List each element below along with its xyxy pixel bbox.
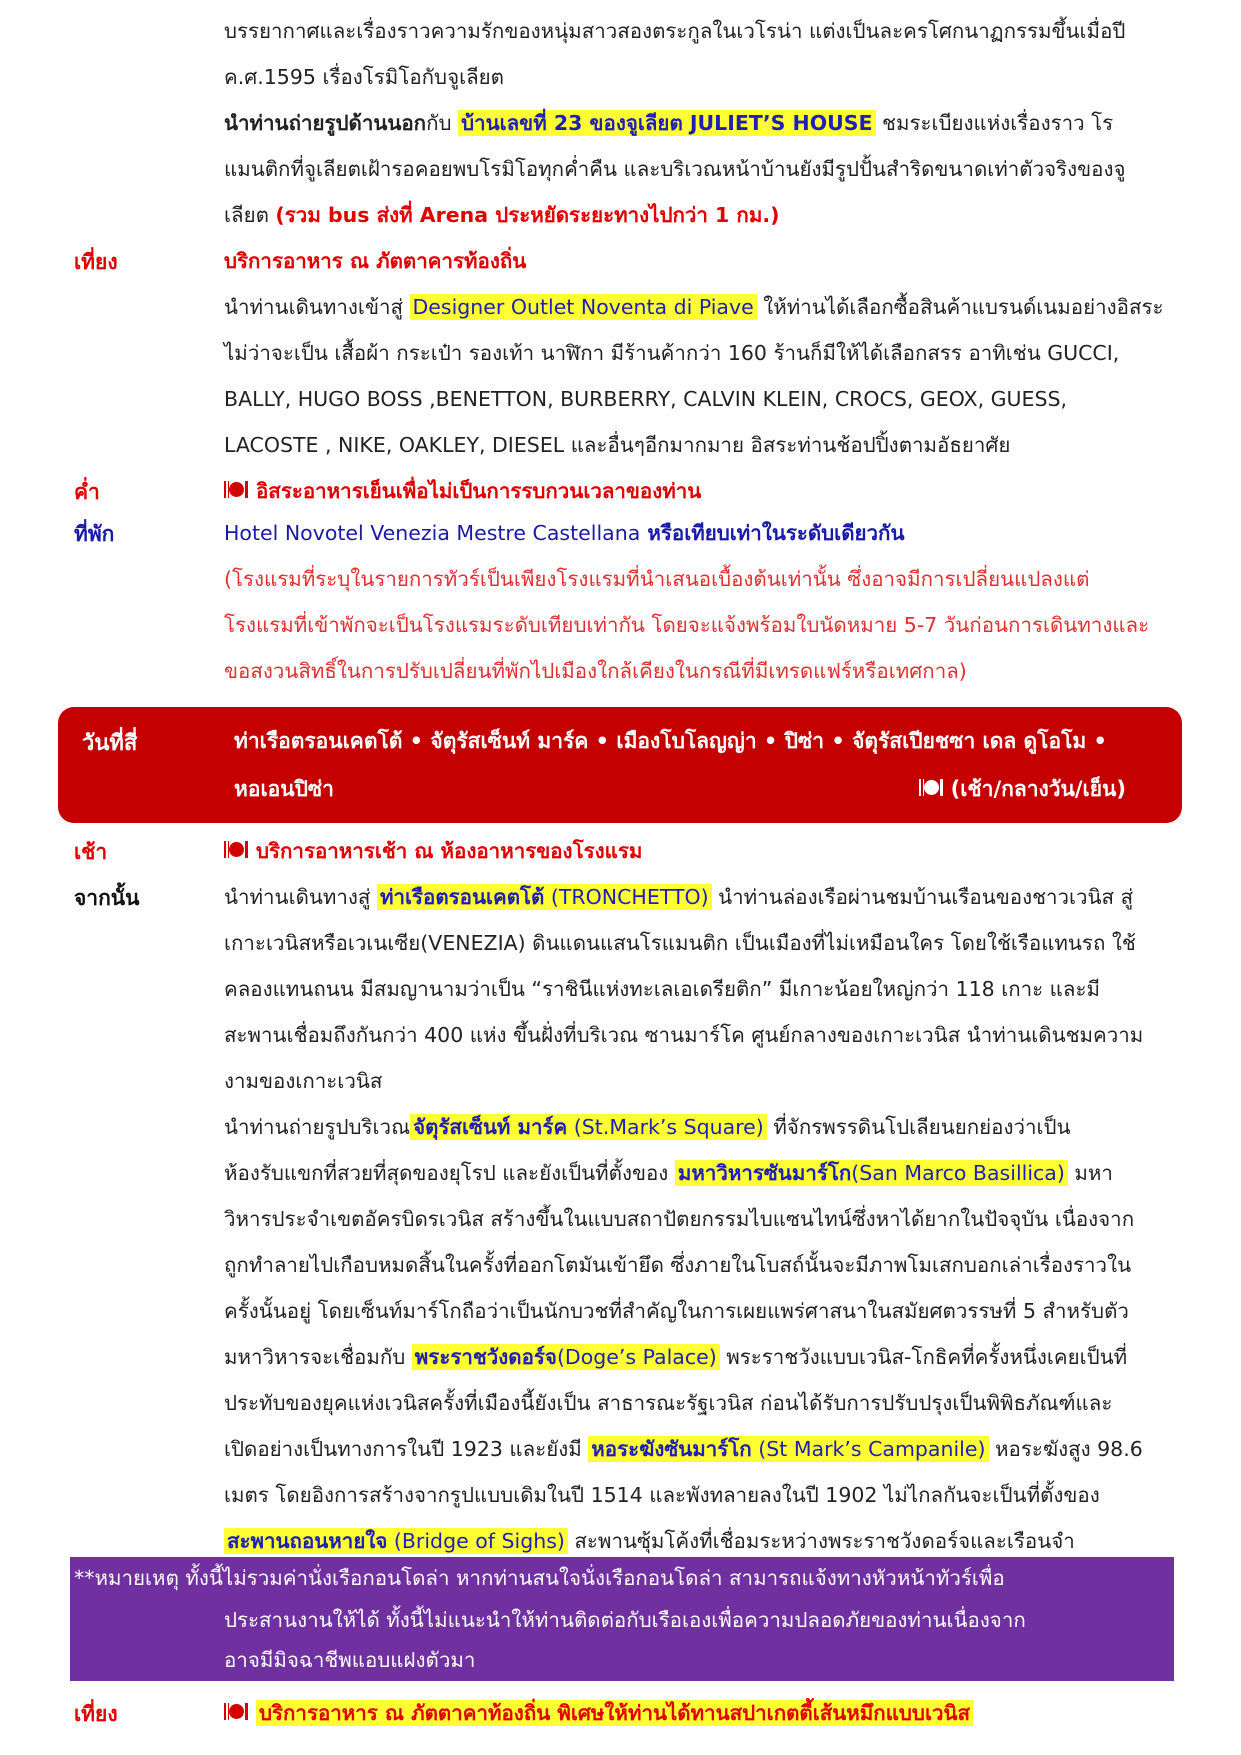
hotel-note-2: โรงแรมที่เข้าพักจะเป็นโรงแรมระดับเทียบเท่ากัน โดยจะแจ้งพร้อมใบนัดหมาย 5-7 วันก่อนการเดินทางและ	[224, 613, 1150, 637]
day-four-meals-text: (เช้า/กลางวัน/เย็น)	[950, 777, 1126, 801]
campanile-post: หอระฆังสูง 98.6	[988, 1437, 1143, 1461]
venice-line-2: เกาะเวนิสหรือเวเนเซีย(VENEZIA) ดินแดนแสนโรแมนติก เป็นเมืองที่ไม่เหมือนใคร โดยใช้เรือแทนรถ ใช้	[224, 931, 1136, 955]
hotel-note-1: (โรงแรมที่ระบุในรายการทัวร์เป็นเพียงโรงแรมที่นำเสนอเบื้องต้นเท่านั้น ซึ่งอาจมีการเปลี่ยนแปลงแต่	[224, 567, 1090, 591]
hotel-label: ที่พัก	[74, 522, 115, 546]
gondola-note-box	[70, 1557, 1174, 1681]
breakfast-line	[224, 828, 642, 874]
doge-en: (Doge’s Palace)	[556, 1345, 717, 1369]
outlet-pre: นำท่านเดินทางเข้าสู่	[224, 295, 410, 319]
juliet-line-1	[224, 100, 1113, 146]
intro-line-2: ค.ศ.1595 เรื่องโรมิโอกับจูเลียต	[224, 65, 504, 89]
outlet-line-1	[224, 284, 1164, 330]
hotel-name: Hotel Novotel Venezia Mestre Castellana	[224, 521, 641, 545]
lunch-title: บริการอาหาร ณ ภัตตาคารท้องถิ่น	[224, 249, 527, 273]
basilica-en: (San Marco Basillica)	[851, 1161, 1065, 1185]
hotel-note-3: ขอสงวนสิทธิ์ในการปรับเปลี่ยนที่พักไปเมืองใกล้เคียงในกรณีที่มีเทรดแฟร์หรือเทศกาล)	[224, 659, 967, 683]
stmark-line-1	[224, 1104, 1071, 1150]
day-four-route-2: หอเอนปิซ่า	[234, 777, 334, 801]
breakfast-label: เช้า	[74, 840, 108, 864]
juliet-lead: นำท่านถ่ายรูปด้านนอก	[224, 111, 427, 135]
juliet-bus-note: (รวม bus ส่งที่ Arena ประหยัดระยะทางไปกว่า 1 กม.)	[275, 203, 780, 227]
basilica-pre: ห้องรับแขกที่สวยที่สุดของยุโรป และยังเป็นที่ตั้งของ	[224, 1161, 675, 1185]
doge-post: พระราชวังแบบเวนิส-โกธิคที่ครั้งหนึ่งเคยเป็นที่	[719, 1345, 1128, 1369]
juliet-line-2: แมนติกที่จูเลียตเฝ้ารอคอยพบโรมิโอทุกค่ำคืน และบริเวณหน้าบ้านยังมีรูปปั้นสำริดขนาดเท่าตัวจริงของจู	[224, 157, 1126, 181]
lunch2-text: บริการอาหาร ณ ภัตตาคาท้องถิ่น พิเศษให้ท่านได้ทานสปาเกตตี้เส้นหมึกแบบเวนิส	[256, 1700, 973, 1726]
stmark-pre: นำท่านถ่ายรูปบริเวณ	[224, 1115, 411, 1139]
lunch2-dining-icon	[224, 1701, 250, 1723]
intro-line-1: บรรยากาศและเรื่องราวความรักของหนุ่มสาวสองตระกูลในเวโรน่า แต่งเป็นละครโศกนาฏกรรมขึ้นเมื่อปี	[224, 19, 1126, 43]
campanile-thai: หอระฆังซันมาร์โก	[591, 1437, 752, 1461]
outlet-line-4: LACOSTE , NIKE, OAKLEY, DIESEL และอื่นๆอีกมากมาย อิสระท่านช้อปปิ้งตามอัธยาศัย	[224, 433, 1011, 457]
basilica-highlight	[675, 1160, 1068, 1186]
doge-highlight	[412, 1344, 720, 1370]
venice-line-3: คลองแทนถนน มีสมญานามว่าเป็น “ราชินีแห่งทะเลเอเดรียติก” มีเกาะน้อยใหญ่กว่า 118 เกาะ และมี	[224, 977, 1100, 1001]
stmark-post: ที่จักรพรรดินโปเลียนยกย่องว่าเป็น	[766, 1115, 1071, 1139]
breakfast-text: บริการอาหารเช้า ณ ห้องอาหารของโรงแรม	[256, 839, 643, 863]
day-four-banner	[58, 707, 1182, 823]
stmark-thai: จัตุรัสเซ็นท์ มาร์ค	[413, 1115, 568, 1139]
juliet-connector: กับ	[426, 111, 452, 135]
campanile-en: (St Mark’s Campanile)	[751, 1437, 986, 1461]
lunch2-line	[224, 1690, 973, 1736]
venice-line-5: งามของเกาะเวนิส	[224, 1069, 383, 1093]
stmark-line-5: ครั้งนั้นอยู่ โดยเซ็นท์มาร์โกถือว่าเป็นนักบวชที่สำคัญในการเผยแพร่ศาสนาในสมัยศตวรรษที่ 5 สำหรับตัว	[224, 1299, 1129, 1323]
stmark-line-4: ถูกทำลายไปเกือบหมดสิ้นในครั้งที่ออกโตมันเข้ายึด ซึ่งภายในโบสถ์นั้นจะมีภาพโมเสกบอกเล่าเรื่องราวใน	[224, 1253, 1132, 1277]
dinner-line	[224, 468, 701, 514]
hotel-suffix: หรือเทียบเท่าในระดับเดียวกัน	[640, 521, 905, 545]
sighs-post: สะพานซุ้มโค้งที่เชื่อมระหว่างพระราชวังดอร์จและเรือนจำ	[567, 1529, 1075, 1553]
tronchetto-thai: ท่าเรือตรอนเคตโต้	[379, 885, 545, 909]
venice-line-1	[224, 874, 1133, 920]
doge-pre: มหาวิหารจะเชื่อมกับ	[224, 1345, 412, 1369]
day-four-route-1: ท่าเรือตรอนเคตโต้ • จัตุรัสเซ็นท์ มาร์ค • เมืองโบโลญญ่า • ปิซ่า • จัตุรัสเปียชซา เดล ดูโอโม •	[234, 729, 1107, 753]
stmark-line-2	[224, 1150, 1113, 1196]
hotel-line	[224, 510, 904, 556]
stmark-line-9: เมตร โดยอิงการสร้างจากรูปแบบเดิมในปี 1514 และพังทลายลงในปี 1902 ไม่ไกลกันจะเป็นที่ตั้งของ	[224, 1483, 1100, 1507]
venice-line-4: สะพานเชื่อมถึงกันกว่า 400 แห่ง ขึ้นฝั่งที่บริเวณ ซานมาร์โค ศูนย์กลางของเกาะเวนิส นำท่านเดินชมความ	[224, 1023, 1144, 1047]
basilica-thai: มหาวิหารซันมาร์โก	[677, 1161, 852, 1185]
campanile-pre: เปิดอย่างเป็นทางการในปี 1923 และยังมี	[224, 1437, 589, 1461]
sighs-en: (Bridge of Sighs)	[387, 1529, 565, 1553]
stmark-en: (St.Mark’s Square)	[567, 1115, 764, 1139]
outlet-line-2: ไม่ว่าจะเป็น เสื้อผ้า กระเป๋า รองเท้า นาฬิกา มีร้านค้ากว่า 160 ร้านก็มีให้ได้เลือกสรร อาทิเช่น GUCCI,	[224, 341, 1120, 365]
juliet-house-highlight: บ้านเลขที่ 23 ของจูเลียต JULIET’S HOUSE	[458, 110, 875, 136]
venice-pre: นำท่านเดินทางสู่	[224, 885, 377, 909]
campanile-highlight	[588, 1436, 988, 1462]
outlet-highlight: Designer Outlet Noventa di Piave	[410, 294, 757, 320]
gondola-note-2: ประสานงานให้ได้ ทั้งนี้ไม่แนะนำให้ท่านติดต่อกับเรือเองเพื่อความปลอดภัยของท่านเนื่องจาก	[224, 1608, 1026, 1632]
meals-dining-icon	[919, 777, 945, 799]
dinner-text: อิสระอาหารเย็นเพื่อไม่เป็นการรบกวนเวลาของท่าน	[256, 479, 702, 503]
juliet-after: ชมระเบียงแห่งเรื่องราว โร	[875, 111, 1114, 135]
tronchetto-highlight	[377, 884, 712, 910]
day-four-label: วันที่สี่	[82, 731, 138, 756]
sighs-thai: สะพานถอนหายใจ	[227, 1529, 388, 1553]
dining-icon	[224, 479, 250, 501]
stmark-line-8	[224, 1426, 1143, 1472]
lunch-label: เที่ยง	[74, 250, 118, 274]
stmark-line-3: วิหารประจำเขตอัครบิดรเวนิส สร้างขึ้นในแบบสถาปัตยกรรมไบแซนไทน์ซึ่งหาได้ยากในปัจจุบัน เนื่องจาก	[224, 1207, 1135, 1231]
juliet-line-3	[224, 192, 780, 238]
outlet-line-3: BALLY, HUGO BOSS ,BENETTON, BURBERRY, CALVIN KLEIN, CROCS, GEOX, GUESS,	[224, 387, 1068, 411]
outlet-post: ให้ท่านได้เลือกซื้อสินค้าแบรนด์เนมอย่างอิสระ	[756, 295, 1164, 319]
dinner-label: ค่ำ	[74, 480, 100, 504]
stmark-line-6	[224, 1334, 1127, 1380]
lunch2-label: เที่ยง	[74, 1702, 118, 1726]
venice-post: นำท่านล่องเรือผ่านชมบ้านเรือนของชาวเวนิส สู่	[711, 885, 1134, 909]
gondola-note-3: อาจมีมิจฉาชีพแอบแฝงตัวมา	[224, 1648, 476, 1672]
sighs-highlight	[224, 1528, 568, 1554]
tronchetto-en: (TRONCHETTO)	[544, 885, 709, 909]
stmark-line-7: ประทับของยุคแห่งเวนิสครั้งที่เมืองนี้ยังเป็น สาธารณะรัฐเวนิส ก่อนได้รับการปรับปรุงเป็นพิพิธภัณฑ์และ	[224, 1391, 1113, 1415]
doge-thai: พระราชวังดอร์จ	[414, 1345, 557, 1369]
breakfast-dining-icon	[224, 839, 250, 861]
basilica-post: มหา	[1067, 1161, 1113, 1185]
then-label: จากนั้น	[74, 886, 140, 910]
gondola-note-1: **หมายเหตุ ทั้งนี้ไม่รวมค่านั่งเรือกอนโดล่า หากท่านสนใจนั่งเรือกอนโดล่า สามารถแจ้งทางหัวหน้าทัวร์เพื่อ	[74, 1566, 1005, 1590]
stmark-highlight	[410, 1114, 767, 1140]
juliet-line-3-start: เลียต	[224, 203, 276, 227]
day-four-meals	[919, 773, 1126, 806]
